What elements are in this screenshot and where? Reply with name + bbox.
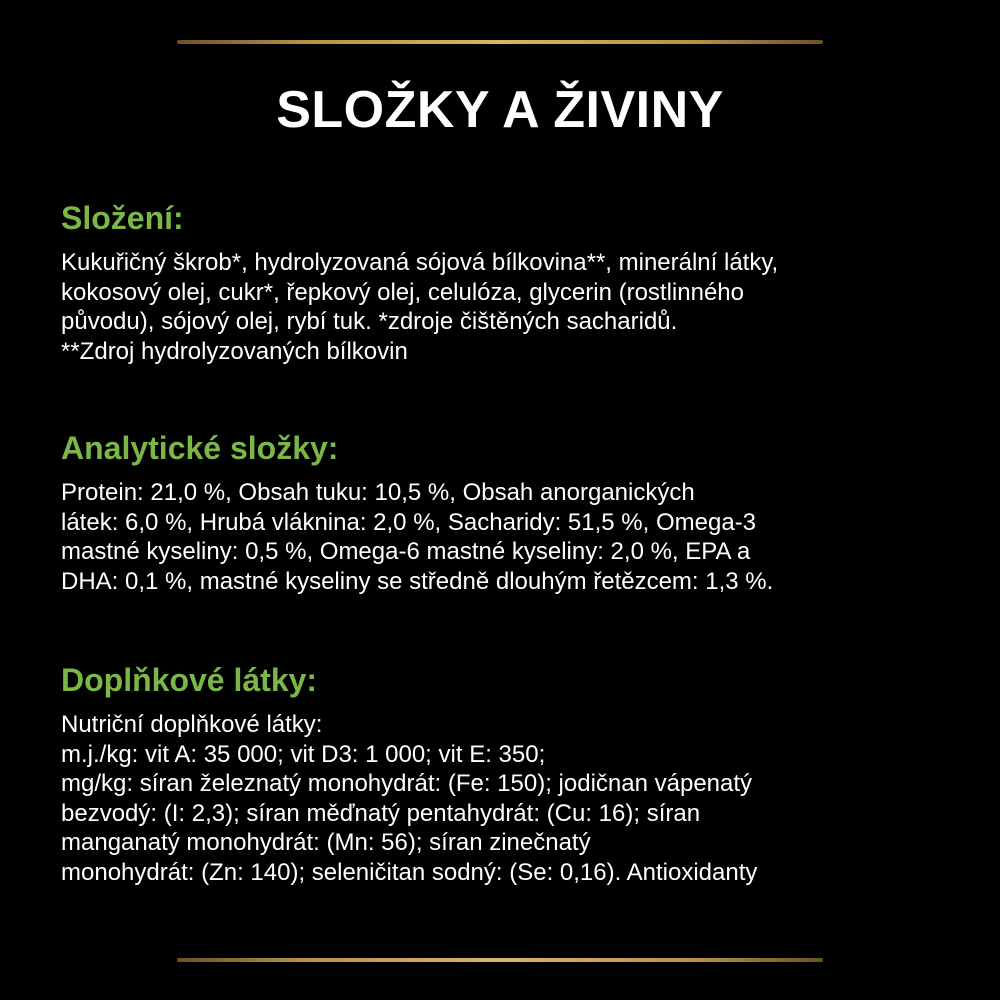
section-heading-composition: Složení: <box>61 200 184 236</box>
section-additives <box>61 660 961 887</box>
page-title: SLOŽKY A ŽIVINY <box>276 81 724 139</box>
section-composition <box>61 198 961 366</box>
section-heading-analytical: Analytické složky: <box>61 430 339 466</box>
section-heading-additives: Doplňkové látky: <box>61 662 318 698</box>
section-body-composition: Kukuřičný škrob*, hydrolyzovaná sójová bílkovina**, minerální látky, kokosový olej, cukr*, řepkový olej, celulóza, glycerin (rostlinného původu), sójový olej, rybí tuk. *zdroje čištěných sacharidů. **Zdroj hydrolyzovaných bílkovin <box>61 249 779 365</box>
top-gold-divider <box>177 40 823 44</box>
section-body-analytical: Protein: 21,0 %, Obsah tuku: 10,5 %, Obsah anorganických látek: 6,0 %, Hrubá vláknina: 2,0 %, Sacharidy: 51,5 %, Omega-3 mastné kyseliny: 0,5 %, Omega-6 mastné kyseliny: 2,0 %, EPA a DHA: 0,1 %, mastné kyseliny se středně dlouhým řetězcem: 1,3 %. <box>61 479 774 595</box>
section-analytical-constituents <box>61 428 961 596</box>
section-body-additives: Nutriční doplňkové látky: m.j./kg: vit A: 35 000; vit D3: 1 000; vit E: 350; mg/kg: síran železnatý monohydrát: (Fe: 150); jodičnan vápenatý bezvodý: (I: 2,3); síran měďnatý pentahydrát: (Cu: 16); síran manganatý monohydrát: (Mn: 56); síran zinečnatý monohydrát: (Zn: 140); seleničitan sodný: (Se: 0,16). Antioxidanty <box>61 711 758 886</box>
bottom-gold-divider <box>177 958 823 962</box>
